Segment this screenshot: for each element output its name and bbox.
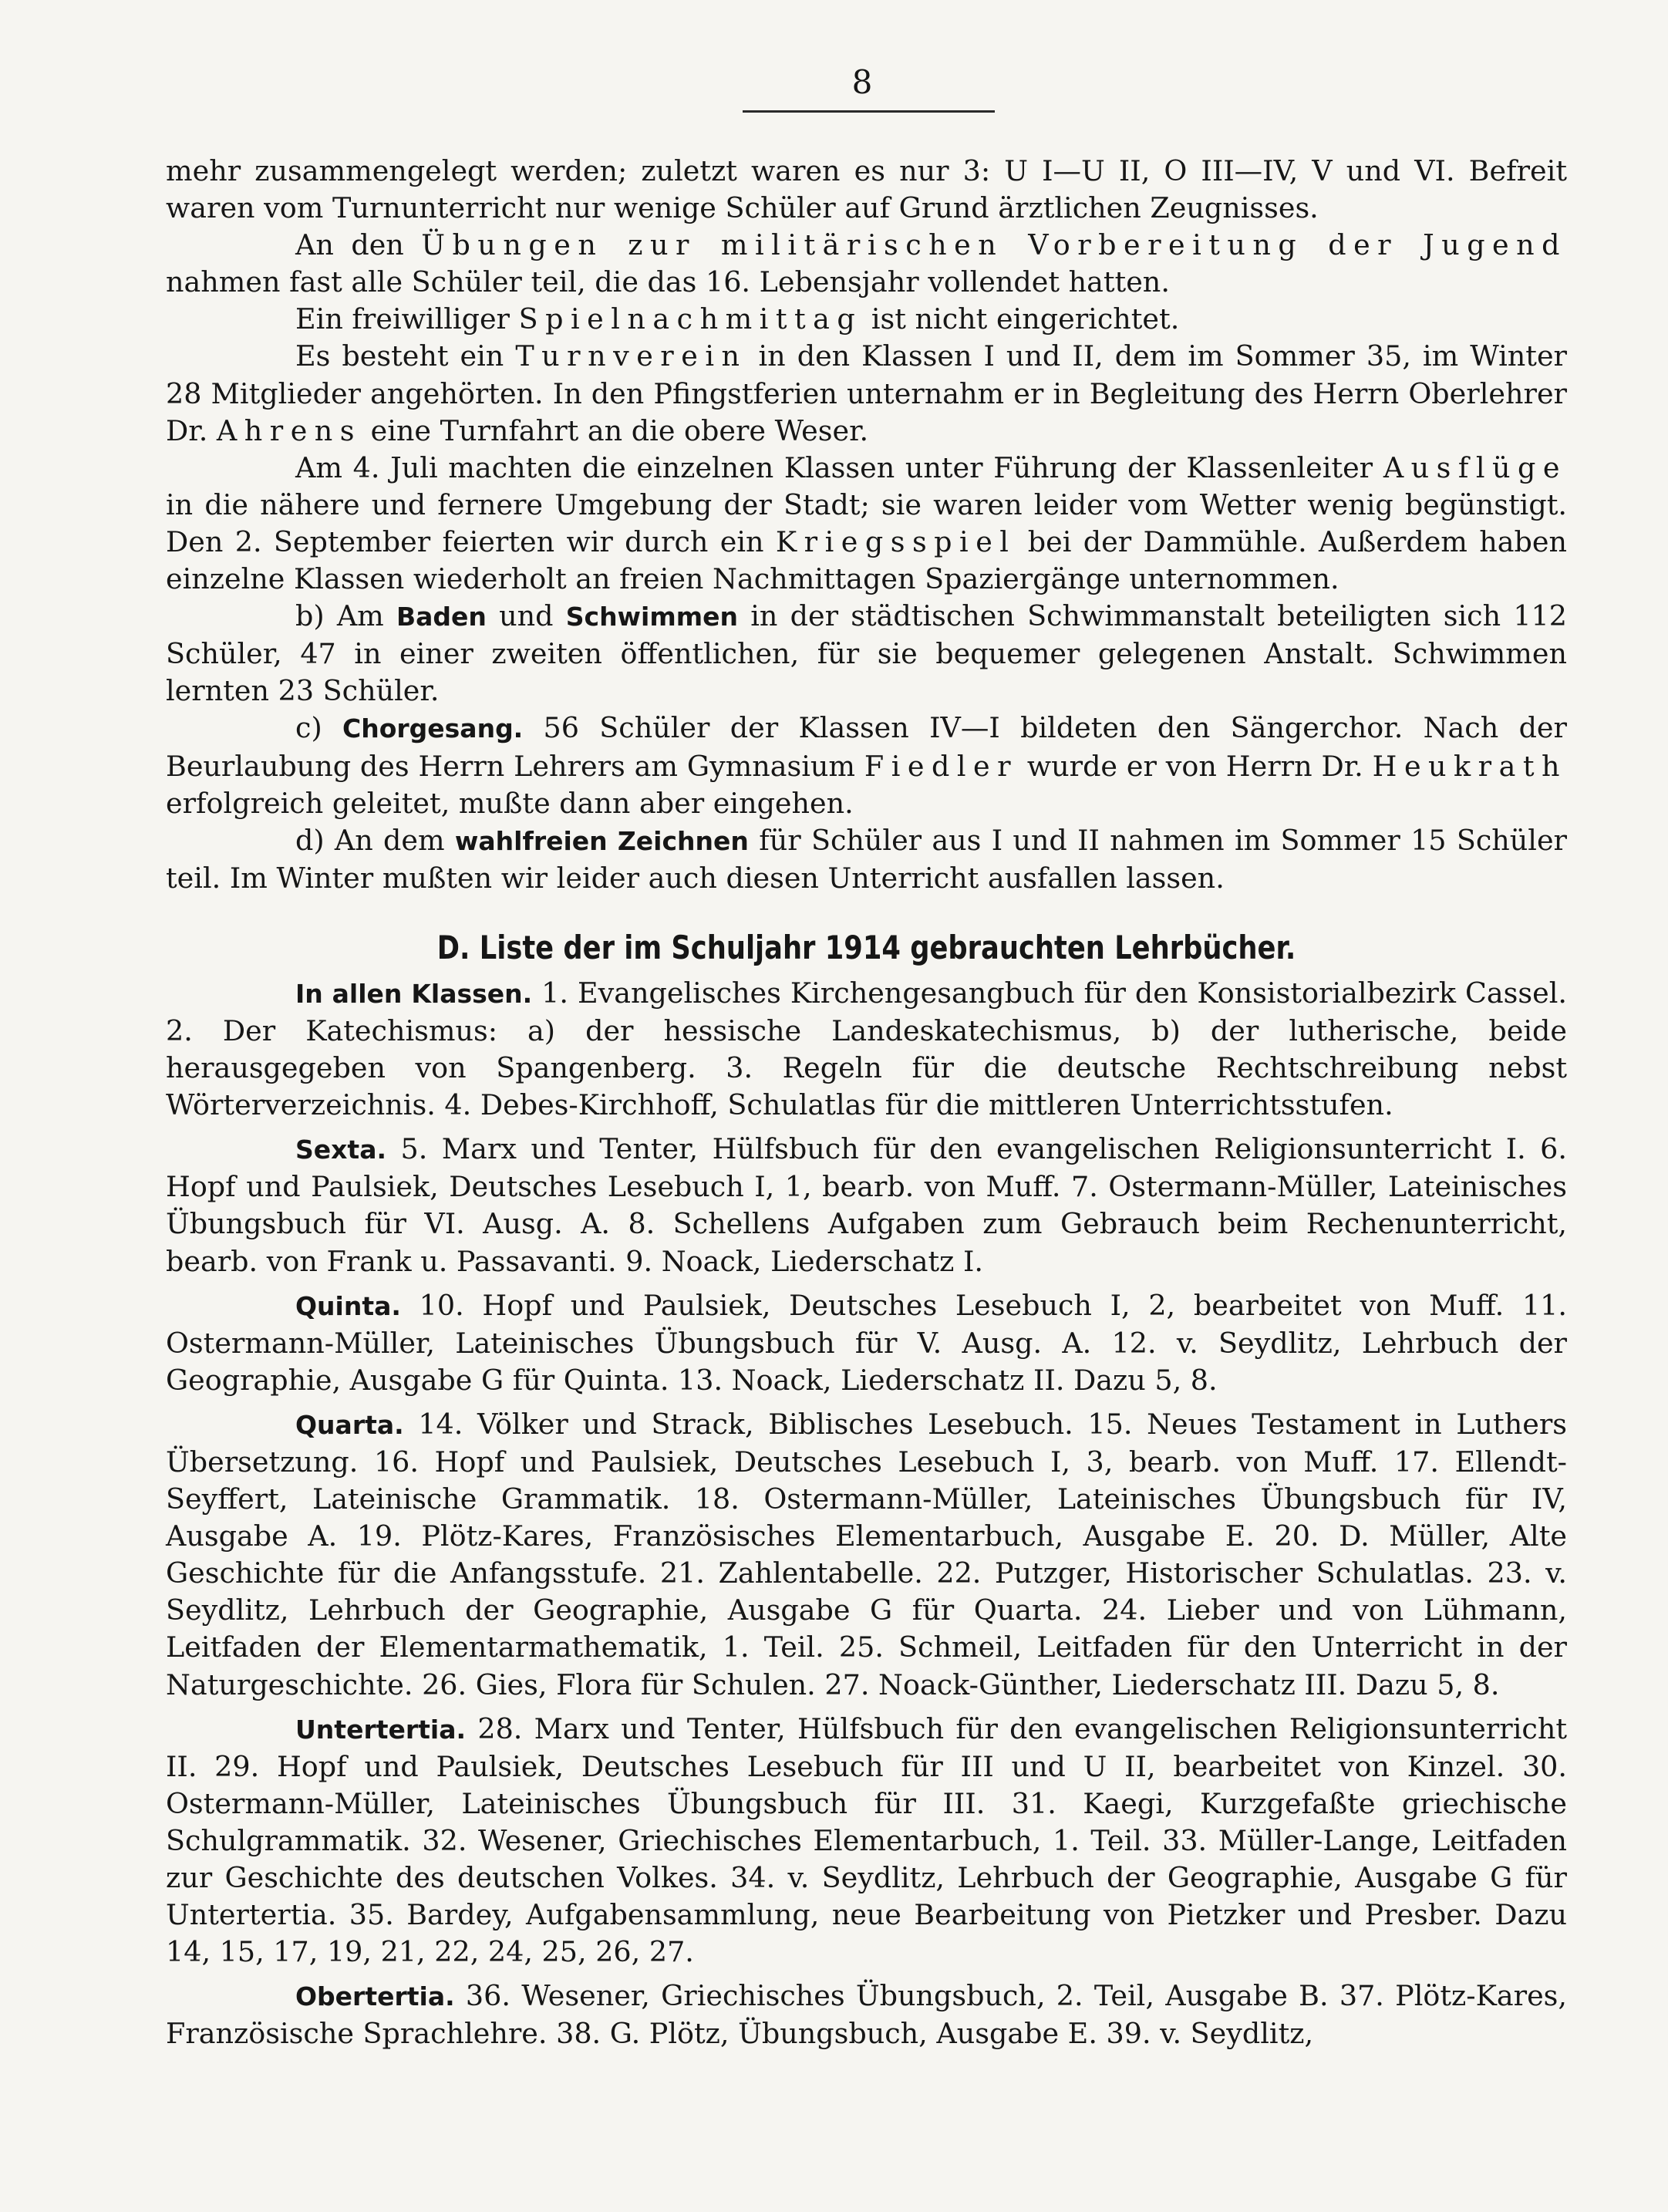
text: 56 Schüler der Klassen IV—I bildeten den Sängerchor. Nach der Beurlaubung des Herrn Lehrers am Gymnasium <box>166 711 1567 783</box>
text: wurde er von Herrn Dr. <box>1018 749 1373 783</box>
text: nahmen fast alle Schüler teil, die das 16. Lebensjahr vollendet hatten. <box>166 265 1170 299</box>
spaced-name: Heukrath <box>1372 749 1567 783</box>
class-label: In allen Klassen. <box>295 978 533 1009</box>
bold-term: Schwimmen <box>565 602 738 632</box>
spaced-term: Übungen zur militärischen Vorbereitung der Jugend <box>421 228 1568 262</box>
text: in den Klassen I und II, dem im Sommer 35, im Winter 28 Mitglieder angehörten. In den Pfingstferien unternahm er in Begleitung des Herrn Oberlehrer Dr. <box>166 339 1567 447</box>
class-label: Untertertia. <box>295 1714 467 1745</box>
text: b) Am <box>295 599 396 633</box>
header-rule <box>743 110 995 113</box>
spaced-name: Ahrens <box>216 413 362 447</box>
text: Es besteht ein <box>295 339 516 373</box>
text: erfolgreich geleitet, mußte dann aber eingehen. <box>166 786 854 820</box>
text: 28. Marx und Tenter, Hülfsbuch für den evangelischen Religionsunterricht II. 29. Hopf und Paulsiek, Deutsches Lesebuch für III und U II, bearbeitet von Kinzel. 30. Ostermann-Müller, Lateinisches Übungsbuch für III. 31. Kaegi, Kurzgefaßte griechische Schulgrammatik. 32. Wesener, Griechisches Elementarbuch, 1. Teil. 33. Müller-Lange, Leitfaden zur Geschichte des deutschen Volkes. 34. v. Seydlitz, Lehrbuch der Geographie, Ausgabe G für Untertertia. 35. Bardey, Aufgabensammlung, neue Bearbeitung von Pietzker und Presber. Dazu 14, 15, 17, 19, 21, 22, 24, 25, 26, 27. <box>166 1711 1567 1969</box>
text: und <box>486 599 566 633</box>
text: Ein freiwilliger <box>295 302 519 336</box>
spaced-name: Fiedler <box>864 749 1019 783</box>
class-label: Obertertia. <box>295 1981 455 2012</box>
paragraph-ausfluege <box>166 450 1567 598</box>
paragraph-spielnachmittag <box>166 301 1567 338</box>
page-number: 8 <box>851 63 873 101</box>
books-all-classes <box>166 975 1567 1124</box>
text: in die nähere und fernere Umgebung der Stadt; sie waren leider vom Wetter wenig begünstigt. Den 2. September feierten wir durch ein <box>166 487 1567 558</box>
bold-term: wahlfreien Zeichnen <box>454 825 749 856</box>
paragraph-baden-schwimmen <box>166 598 1567 710</box>
spaced-term: Ausflüge <box>1383 450 1567 484</box>
text: c) <box>295 711 342 745</box>
spaced-term: Kriegsspiel <box>775 524 1016 558</box>
text: d) An dem <box>295 823 455 857</box>
paragraph-turnverein <box>166 338 1567 449</box>
paragraph-zeichnen <box>166 822 1567 897</box>
text: mehr zusammengelegt werden; zuletzt waren es nur 3: U I—U II, O III—IV, V und VI. Befreit waren vom Turnunterricht nur wenige Schüler auf Grund ärztlichen Zeugnisses. <box>166 154 1567 225</box>
spaced-term: Spielnachmittag <box>518 302 863 336</box>
paragraph-turnen-classes <box>166 153 1567 227</box>
text: ist nicht eingerichtet. <box>862 302 1180 336</box>
spaced-term: Turnverein <box>515 339 747 373</box>
text: 14. Völker und Strack, Biblisches Lesebuch. 15. Neues Testament in Luthers Übersetzung. 16. Hopf und Paulsiek, Deutsches Lesebuch I, 3, bearb. von Muff. 17. Ellendt-Seyffert, Lateinische Grammatik. 18. Ostermann-Müller, Lateinisches Übungsbuch für IV, Ausgabe A. 19. Plötz-Kares, Französisches Elementarbuch, Ausgabe E. 20. D. Müller, Alte Geschichte für die Anfangsstufe. 21. Zahlentabelle. 22. Putzger, Historischer Schulatlas. 23. v. Seydlitz, Lehrbuch der Geographie, Ausgabe G für Quarta. 24. Lieber und von Lühmann, Leitfaden der Elementarmathematik, 1. Teil. 25. Schmeil, Leitfaden für den Unterricht in der Naturgeschichte. 26. Gies, Flora für Schulen. 27. Noack-Günther, Liederschatz III. Dazu 5, 8. <box>166 1407 1567 1701</box>
class-label: Quinta. <box>295 1290 401 1321</box>
class-label: Sexta. <box>295 1135 387 1165</box>
books-obertertia <box>166 1978 1567 2052</box>
paragraph-militaer-uebungen <box>166 227 1567 301</box>
section-heading: D. Liste der im Schuljahr 1914 gebrauchten Lehrbücher. <box>436 928 1296 966</box>
text: für Schüler aus I und II nahmen im Sommer 15 Schüler teil. Im Winter mußten wir leider auch diesen Unterricht ausfallen lassen. <box>166 823 1568 895</box>
text: 5. Marx und Tenter, Hülfsbuch für den evangelischen Religionsunterricht I. 6. Hopf und Paulsiek, Deutsches Lesebuch I, 1, bearb. von Muff. 7. Ostermann-Müller, Lateinisches Übungsbuch für VI. Ausg. A. 8. Schellens Aufgaben zum Gebrauch beim Rechenunterricht, bearb. von Frank u. Passavanti. 9. Noack, Liederschatz I. <box>166 1132 1567 1278</box>
paragraph-chorgesang <box>166 710 1567 821</box>
books-quinta <box>166 1287 1567 1399</box>
books-untertertia <box>166 1711 1567 1971</box>
bold-term: Baden <box>396 602 487 632</box>
text: in der städtischen Schwimmanstalt beteiligten sich 112 Schüler, 47 in einer zweiten öffentlichen, für sie bequemer gelegenen Anstalt. Schwimmen lernten 23 Schüler. <box>166 599 1568 708</box>
bold-term: Chorgesang. <box>342 713 524 744</box>
text: 1. Evangelisches Kirchengesangbuch für den Konsistorialbezirk Cassel. 2. Der Katechismus: a) der hessische Landeskatechismus, b) der lutherische, beide herausgegeben von Spangenberg. 3. Regeln für die deutsche Rechtschreibung nebst Wörterverzeichnis. 4. Debes-Kirchhoff, Schulatlas für die mittleren Unterrichtsstufen. <box>166 976 1567 1122</box>
text: eine Turnfahrt an die obere Weser. <box>362 413 869 447</box>
text: 36. Wesener, Griechisches Übungsbuch, 2. Teil, Ausgabe B. 37. Plötz-Kares, Französische Sprachlehre. 38. G. Plötz, Übungsbuch, Ausgabe E. 39. v. Seydlitz, <box>166 1979 1567 2051</box>
text: Am 4. Juli machten die einzelnen Klassen unter Führung der Klassenleiter <box>295 450 1383 484</box>
text: An den <box>295 228 422 262</box>
books-sexta <box>166 1131 1567 1280</box>
text: 10. Hopf und Paulsiek, Deutsches Lesebuch I, 2, bearbeitet von Muff. 11. Ostermann-Müller, Lateinisches Übungsbuch für V. Ausg. A. 12. v. Seydlitz, Lehrbuch der Geographie, Ausgabe G für Quinta. 13. Noack, Liederschatz II. Dazu 5, 8. <box>166 1288 1567 1397</box>
page-body <box>166 153 1567 2053</box>
books-quarta <box>166 1406 1567 1704</box>
class-label: Quarta. <box>295 1409 404 1440</box>
text: bei der Dammühle. Außerdem haben einzelne Klassen wiederholt an freien Nachmittagen Spaziergänge unternommen. <box>166 524 1567 596</box>
